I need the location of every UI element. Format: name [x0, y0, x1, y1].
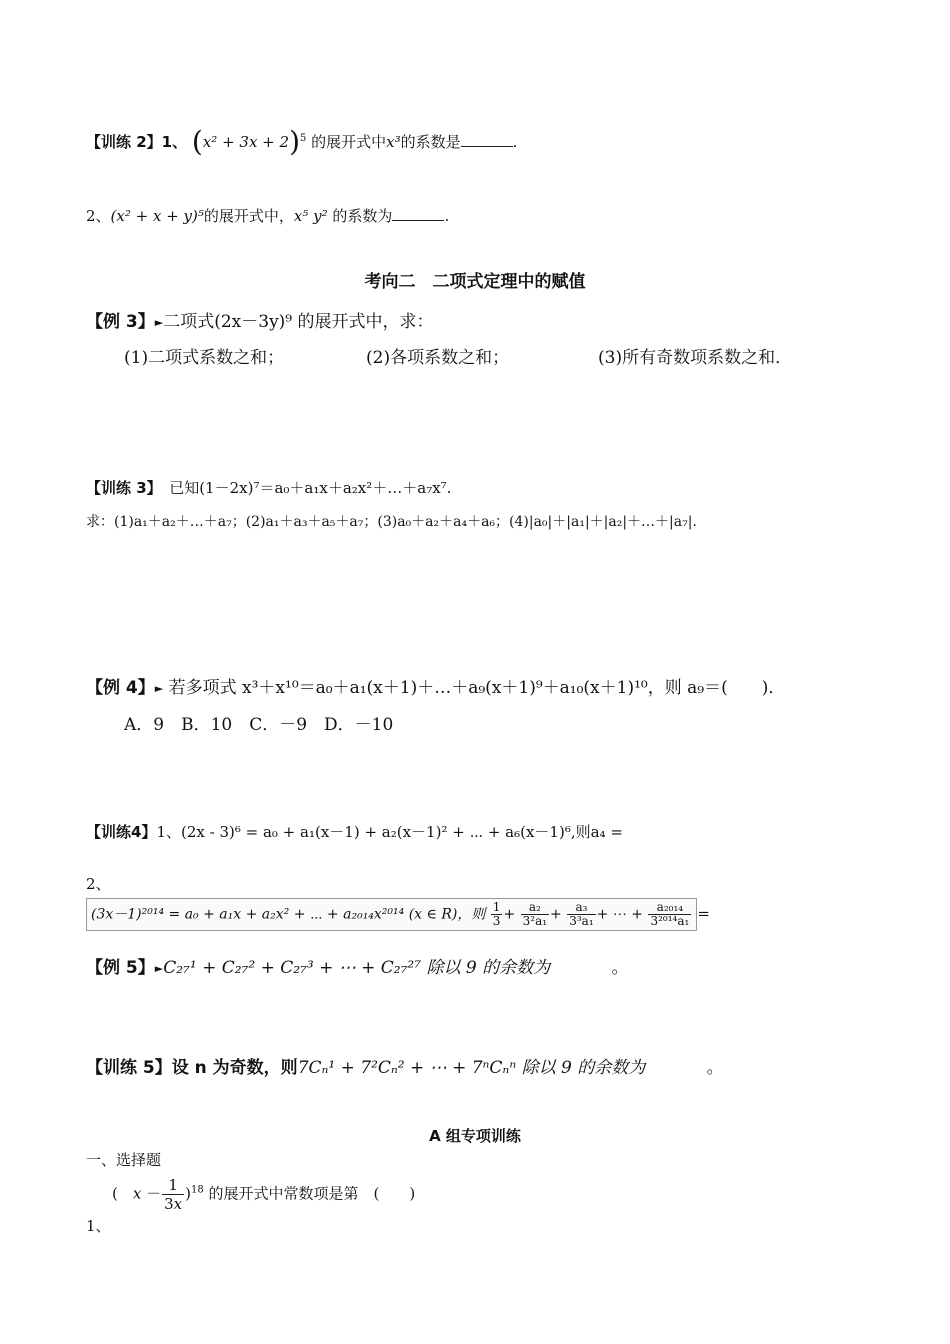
- training3: 【训练 3】 已知(1－2x)⁷＝a₀＋a₁x＋a₂x²＋…＋a₇x⁷.: [86, 479, 452, 497]
- training4-q2-num: 2、: [86, 875, 111, 893]
- example4-options: A．9 B．10 C．－9 D．－10: [124, 715, 394, 735]
- section-title: 考向二 二项式定理中的赋值: [364, 272, 586, 292]
- training2-q2: 2、(x² + x + y)⁵的展开式中，x⁵ y² 的系数为 .: [86, 207, 450, 225]
- answer-blank[interactable]: [461, 132, 513, 147]
- group-title: A 组专项训练: [429, 1127, 521, 1145]
- example3-q2: (2)各项系数之和；: [366, 348, 510, 368]
- question1: ( x － $\frac{1}{3x}$ )$^{18}$ 的展开式中常数项是第 ( ): [112, 1176, 416, 1213]
- training2-q1-expression: x² + 3x + 2: [202, 133, 290, 151]
- training4-q2: (3x－1)²⁰¹⁴ = a₀ + a₁x + a₂x² + ⋯ + a₂₀₁₄x²⁰¹⁴ (x ∈ R)，则 $\frac{1}{3}$ + $\frac{\text{a₂}}{\text{3²a₁}}$ + $\frac{\text{a₃}}{\text{3³a₁}}$ + ⋯ + $\frac{\text{a₂₀₁₄}}{\text{3²⁰¹⁴a₁}}$ =: [86, 898, 710, 931]
- example3-q1: (1)二项式系数之和；: [124, 348, 285, 368]
- training5: 【训练 5】设 n 为奇数，则7Cₙ¹ + 7²Cₙ² + ⋯ + 7ⁿCₙⁿ 除以 9 的余数为 。: [86, 1058, 724, 1078]
- formula-image: (3x－1)²⁰¹⁴ = a₀ + a₁x + a₂x² + ⋯ + a₂₀₁₄x²⁰¹⁴ (x ∈ R)，则 $\frac{1}{3}$ + $\frac{\text{a₂}}{\text{3²a₁}}$ + $\frac{\text{a₃}}{\text{3³a₁}}$ + ⋯ + $\frac{\text{a₂₀₁₄}}{\text{3²⁰¹⁴a₁}}$: [86, 898, 697, 931]
- example4: 【例 4】► 若多项式 x³＋x¹⁰＝a₀＋a₁(x＋1)＋…＋a₉(x＋1)⁹＋a₁₀(x＋1)¹⁰，则 a₉＝( )．: [86, 678, 786, 698]
- example3: 【例 3】►二项式(2x－3y)⁹ 的展开式中，求：: [86, 312, 434, 332]
- training3-questions: 求：(1)a₁＋a₂＋…＋a₇；(2)a₁＋a₃＋a₅＋a₇；(3)a₀＋a₂＋a₄＋a₆；(4)|a₀|＋|a₁|＋|a₂|＋…＋|a₇|.: [86, 514, 697, 530]
- example5: 【例 5】►C₂₇¹ + C₂₇² + C₂₇³ + ⋯ + C₂₇²⁷ 除以 9 的余数为 。: [86, 958, 629, 978]
- triangle-icon: ►: [154, 682, 164, 695]
- training2-label: 【训练 2】1、: [86, 133, 188, 151]
- triangle-icon: ►: [154, 316, 164, 329]
- example3-q3: (3)所有奇数项系数之和．: [598, 348, 793, 368]
- triangle-icon: ►: [154, 962, 164, 975]
- question1-number: 1、: [86, 1217, 111, 1235]
- choice-heading: 一、选择题: [86, 1151, 162, 1169]
- answer-blank[interactable]: [392, 206, 444, 221]
- training4: 【训练4】1、(2x - 3)⁶ = a₀ + a₁(x－1) + a₂(x－1)² + ⋯ + a₆(x－1)⁶,则a₄ =: [86, 823, 623, 841]
- training2-q1: 【训练 2】1、 $(x^2 + 3x + 2)^5$ 的展开式中x³的系数是 .: [86, 125, 518, 158]
